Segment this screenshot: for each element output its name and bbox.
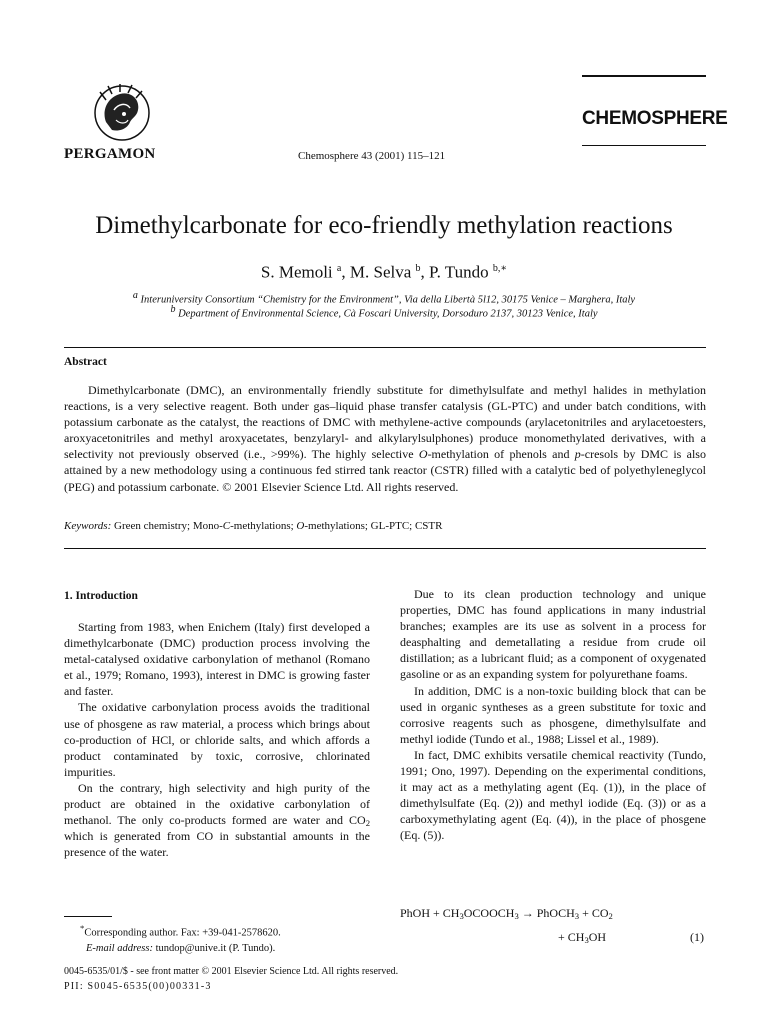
pii-line: PII: S0045-6535(00)00331-3 (64, 981, 212, 992)
paragraph: In fact, DMC exhibits versatile chemical reactivity (Tundo, 1991; Ono, 1997). Depending on the experimental conditions, it may act as a methylating agent (Eq. (1)), in the place of dimethylsulfate (Eq. (2)) and methyl iodide (Eq. (3)) or as a carboxymethylating agent (Eq. (4)), in the place of phosgene (Eq. (5)). (400, 747, 706, 843)
affiliation-text: Department of Environmental Science, Cà Foscari University, Dorsoduro 2137, 30123 Venice, Italy (178, 308, 598, 320)
keywords-italic: C (222, 520, 231, 532)
author-affiliation-mark: b (415, 263, 421, 274)
abstract-segment: -methylation of phenols and (427, 447, 575, 462)
author-name: M. Selva (349, 262, 412, 282)
affiliation (0, 304, 768, 320)
keywords-segment: -methylations; (230, 520, 297, 532)
abstract-segment: Dimethylcarbonate (DMC), an environmentally friendly substitute for dimethylsulfate and methyl halides in methylation reactions, is a very selective reagent. Both under gas–liquid phase transfer catalysis (GL-PTC) and under batch conditions, with potassium carbonate as the catalyst, the reactions of DMC with methylene-active compounds (arylacetonitriles and arylacetoesters, aroxyacetonitriles and methyl aroxyacetates, benzylaryl- and alkylarylsulphones) produce monomethylated derivatives, with a selectivity not previously observed (i.e., >99%). The highly selective (64, 383, 706, 462)
abstract-text (64, 382, 706, 495)
author-list: S. Memoli $^a$, M. Selva $^b$, P. Tundo $^{b,∗}$ (260, 262, 508, 282)
footnote (80, 921, 281, 956)
abstract-segment: -cresols by DMC is also attained by a new methodology using a continuous fed stirred tank reactor (CSTR) filled with a catalytic bed of polyethyleneglycol (PEG) and potassium carbonate. © 2001 Elsevier Science Ltd. All rights reserved. (64, 447, 706, 494)
abstract-italic: O (418, 447, 428, 462)
journal-rule-bottom (582, 145, 706, 146)
journal-name: CHEMOSPHERE (582, 108, 728, 129)
paragraph: Starting from 1983, when Enichem (Italy) first developed a dimethylcarbonate (DMC) production process involving the metal-catalysed oxidative carbonylation of methanol (Romano et al., 1979; Romano, 1993), interest in DMC is growing faster and faster. (64, 620, 370, 699)
pergamon-logo-icon (86, 80, 158, 146)
journal-rule-top (582, 75, 706, 77)
keywords (64, 520, 706, 532)
journal-citation: Chemosphere 43 (2001) 115–121 (298, 150, 446, 162)
paragraph: In addition, DMC is a non-toxic building block that can be used in organic syntheses as a green substitute for toxic and corrosive reagents such as phosgene, dimethylsulfate and methyl iodide (Tundo et al., 1988; Lissel et al., 1989). (400, 683, 706, 746)
footnote-text: Corresponding author. Fax: +39-041-2578620. (84, 927, 281, 939)
author-affiliation-mark: a (336, 263, 342, 274)
equation-line: + $CH_3OH$ (558, 930, 607, 946)
email-value: tundop@unive.it (P. Tundo). (152, 942, 276, 954)
right-column (400, 586, 706, 844)
keywords-segment: -methylations; GL-PTC; CSTR (304, 520, 443, 532)
keywords-segment: Green chemistry; Mono- (111, 520, 223, 532)
keywords-italic: O (296, 520, 305, 532)
abstract-italic: p (574, 447, 581, 462)
affiliation-mark: a (132, 290, 138, 301)
footnote-mark: * (80, 923, 85, 933)
paragraph: The oxidative carbonylation process avoids the traditional use of phosgene as raw material, a process which brings about co-production of HCl, or chloride salts, and which affords a product contaminated by toxic, corrosive, chlorinated impurities. (64, 700, 370, 779)
author-affiliation-mark: b,∗ (492, 263, 508, 274)
paragraph: Due to its clean production technology and unique properties, DMC has found applications in many industrial branches; examples are its use as solvent in a process for deasphalting and demetallating a residue from crude oil distillation; as a lubricant fluid; as a component of oxygenated gasoline or as an expanding system for polyurethane foams. (400, 587, 706, 682)
abstract-heading: Abstract (64, 356, 107, 368)
paragraph (64, 780, 370, 860)
affiliation-text: Interuniversity Consortium “Chemistry for the Environment”, Via della Libertà 5l12, 30175 Venice – Marghera, Italy (140, 294, 636, 306)
publisher-logo (86, 80, 158, 146)
section-heading: 1. Introduction (64, 590, 138, 602)
email-label: E-mail address: (86, 942, 153, 954)
article-title: Dimethylcarbonate for eco-friendly methylation reactions (95, 212, 673, 239)
author-name: P. Tundo (429, 262, 489, 282)
author-name: S. Memoli (260, 262, 333, 282)
paragraph-segment: On the contrary, high selectivity and high purity of the product are obtained in the oxidative carbonylation of methanol. The only co-products formed are water and CO (64, 780, 370, 828)
publisher-name: PERGAMON (64, 146, 156, 162)
equation-line: PhOH + $CH_3OCOOCH_3$ → PhOCH$_3$ + $CO_2$ (400, 906, 613, 922)
equation-number: (1) (690, 930, 704, 944)
paragraph-segment: which is generated from CO in substantial amounts in the presence of the water. (64, 829, 370, 860)
footnote-rule (64, 916, 112, 917)
copyright-line: 0045-6535/01/$ - see front matter © 2001 Elsevier Science Ltd. All rights reserved. (64, 966, 399, 977)
left-column (64, 619, 370, 860)
divider (64, 548, 706, 549)
keywords-label: Keywords: (64, 520, 112, 532)
subscript: 2 (365, 818, 370, 829)
affiliation-mark: b (170, 304, 176, 315)
divider (64, 347, 706, 348)
